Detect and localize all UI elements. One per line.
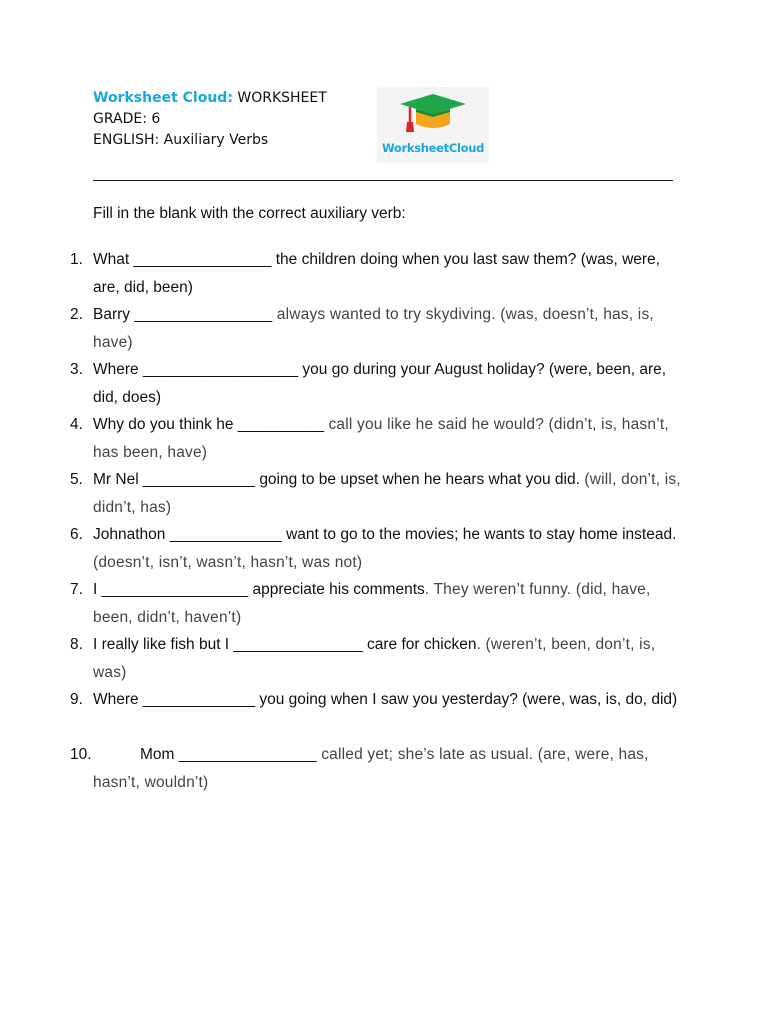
question-number: 7. (70, 581, 83, 598)
question-number: 6. (70, 526, 83, 543)
question-options: called yet; she’s late as usual. (are, were, has, hasn’t, wouldn’t) (93, 746, 649, 791)
question-number: 4. (70, 416, 83, 433)
question-text: Mom ________________ (140, 746, 317, 763)
question-options: call you like he said he would? (didn’t, is, hasn’t, has been, have) (93, 416, 669, 461)
grade-label: GRADE: 6 (93, 111, 161, 127)
question-text: Where __________________ you go during your August holiday? (were, been, are, did, does) (93, 361, 667, 406)
question-options: . They weren’t funny. (did, have, been, didn’t, haven’t) (93, 581, 651, 626)
question-text: I _________________ appreciate his comments (93, 581, 425, 598)
question-text: Barry ________________ (93, 306, 273, 323)
question-number: 10. (70, 746, 92, 763)
question-item (70, 741, 690, 796)
worksheetcloud-logo (377, 87, 489, 163)
worksheet-title (93, 88, 327, 109)
question-number: 9. (70, 691, 83, 708)
question-item (70, 576, 690, 631)
logo-wordmark: WorksheetCloud (381, 141, 485, 155)
question-item (70, 356, 690, 411)
question-text: I really like fish but I _______________ care for chicken (93, 636, 477, 653)
question-text: Why do you think he __________ (93, 416, 324, 433)
question-text: What ________________ the children doing when you last saw them? (was, were, are, did, been) (93, 251, 660, 296)
question-item (70, 411, 690, 466)
question-text: Mr Nel _____________ going to be upset when he hears what you did. (93, 471, 580, 488)
question-options: always wanted to try skydiving. (was, doesn’t, has, is, have) (93, 306, 654, 351)
question-list (70, 246, 690, 796)
brand-name: Worksheet Cloud: (93, 90, 233, 106)
instructions-text: Fill in the blank with the correct auxiliary verb: (93, 205, 406, 222)
question-item (70, 466, 690, 521)
worksheet-label: WORKSHEET (232, 90, 327, 106)
question-number: 2. (70, 306, 83, 323)
question-number: 8. (70, 636, 83, 653)
subject-label: ENGLISH: Auxiliary Verbs (93, 132, 269, 148)
question-number: 1. (70, 251, 83, 268)
header-divider (93, 180, 673, 181)
question-text: Johnathon _____________ want to go to the movies; he wants to stay home instead. (93, 526, 677, 543)
question-options: (doesn’t, isn’t, wasn’t, hasn’t, was not) (93, 553, 363, 571)
question-item (70, 686, 690, 741)
worksheet-header (93, 88, 327, 151)
question-item (70, 246, 690, 301)
graduation-cap-icon (398, 92, 468, 140)
question-item (70, 631, 690, 686)
question-options: . (weren’t, been, don’t, is, was) (93, 636, 656, 681)
question-item (70, 521, 690, 576)
question-text: Where _____________ you going when I saw you yesterday? (were, was, is, do, did) (93, 691, 678, 708)
question-number: 5. (70, 471, 83, 488)
question-number: 3. (70, 361, 83, 378)
question-item (70, 301, 690, 356)
question-options: (will, don’t, is, didn’t, has) (93, 471, 681, 516)
